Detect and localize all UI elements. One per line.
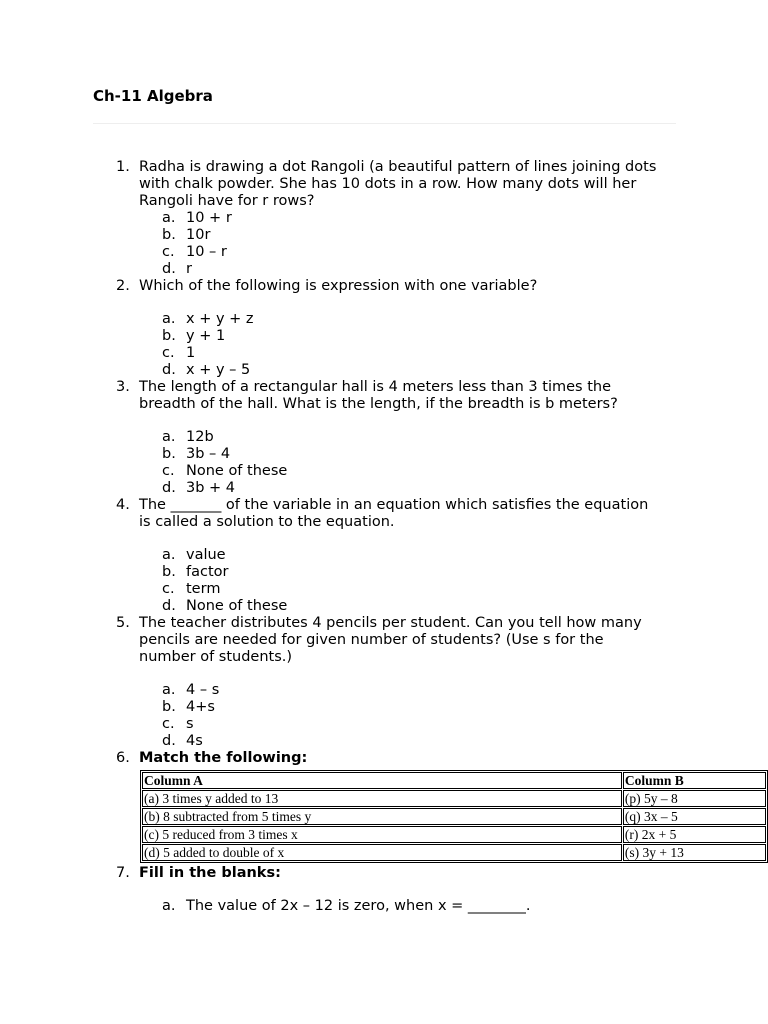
option-text: 10r xyxy=(186,227,211,243)
option-list xyxy=(139,429,768,497)
option-letter: b. xyxy=(162,564,176,580)
option-letter: a. xyxy=(162,311,176,327)
match-table xyxy=(140,770,768,863)
column-a-cell: (d) 5 added to double of x xyxy=(142,844,622,861)
option-list xyxy=(139,210,768,278)
question-text: Match the following: xyxy=(139,750,308,766)
question-6 xyxy=(0,750,768,863)
option-item xyxy=(139,429,768,446)
option-item xyxy=(139,446,768,463)
option-text: x + y – 5 xyxy=(186,362,251,378)
option-letter: b. xyxy=(162,227,176,243)
column-b-cell: (s) 3y + 13 xyxy=(623,844,766,861)
option-item xyxy=(139,210,768,227)
question-2 xyxy=(0,278,768,379)
option-letter: c. xyxy=(162,581,175,597)
question-3 xyxy=(0,379,768,497)
question-text: Which of the following is expression with one variable? xyxy=(139,278,538,294)
spacer xyxy=(139,413,768,429)
question-list xyxy=(0,159,768,915)
question-4 xyxy=(0,497,768,615)
option-item xyxy=(139,598,768,615)
option-item xyxy=(139,244,768,261)
option-letter: b. xyxy=(162,328,176,344)
option-item xyxy=(139,362,768,379)
option-text: 12b xyxy=(186,429,214,445)
option-item xyxy=(139,581,768,598)
option-text: y + 1 xyxy=(186,328,226,344)
option-letter: b. xyxy=(162,699,176,715)
column-a-header: Column A xyxy=(142,772,622,789)
option-text: None of these xyxy=(186,463,288,479)
option-letter: c. xyxy=(162,716,175,732)
column-a-cell: (b) 8 subtracted from 5 times y xyxy=(142,808,622,825)
column-a-cell: (c) 5 reduced from 3 times x xyxy=(142,826,622,843)
question-1 xyxy=(0,159,768,278)
option-text: s xyxy=(186,716,194,732)
question-number: 3. xyxy=(116,379,130,395)
option-letter: c. xyxy=(162,345,175,361)
option-item xyxy=(139,311,768,328)
option-item xyxy=(139,261,768,278)
option-text: The value of 2x – 12 is zero, when x = ________. xyxy=(186,898,531,914)
option-item xyxy=(139,699,768,716)
option-item xyxy=(139,345,768,362)
option-list xyxy=(139,547,768,615)
table-row xyxy=(142,808,766,825)
option-text: 10 – r xyxy=(186,244,227,260)
table-header-row xyxy=(142,772,766,789)
option-text: None of these xyxy=(186,598,288,614)
option-list xyxy=(139,898,768,915)
option-item xyxy=(139,480,768,497)
option-text: value xyxy=(186,547,226,563)
option-letter: d. xyxy=(162,362,176,378)
question-number: 6. xyxy=(116,750,130,766)
option-letter: c. xyxy=(162,244,175,260)
question-text: The length of a rectangular hall is 4 meters less than 3 times the breadth of the hall. What is the length, if the breadth is b meters? xyxy=(139,379,618,412)
question-number: 2. xyxy=(116,278,130,294)
option-item xyxy=(139,733,768,750)
option-item xyxy=(139,328,768,345)
option-letter: b. xyxy=(162,446,176,462)
option-item xyxy=(139,564,768,581)
option-text: x + y + z xyxy=(186,311,254,327)
question-number: 1. xyxy=(116,159,130,175)
option-letter: a. xyxy=(162,898,176,914)
question-number: 5. xyxy=(116,615,130,631)
option-text: 1 xyxy=(186,345,196,361)
question-number: 4. xyxy=(116,497,130,513)
question-text: Fill in the blanks: xyxy=(139,865,281,881)
option-item xyxy=(139,227,768,244)
option-text: factor xyxy=(186,564,229,580)
option-letter: c. xyxy=(162,463,175,479)
option-text: 4s xyxy=(186,733,203,749)
table-row xyxy=(142,790,766,807)
column-b-cell: (q) 3x – 5 xyxy=(623,808,766,825)
option-letter: d. xyxy=(162,480,176,496)
option-letter: d. xyxy=(162,261,176,277)
column-b-cell: (r) 2x + 5 xyxy=(623,826,766,843)
option-text: 3b – 4 xyxy=(186,446,231,462)
title-divider xyxy=(93,123,676,124)
option-text: 4 – s xyxy=(186,682,220,698)
option-letter: a. xyxy=(162,210,176,226)
question-7 xyxy=(0,865,768,915)
question-text: The _______ of the variable in an equation which satisfies the equation is called a solution to the equation. xyxy=(139,497,649,530)
page-title: Ch-11 Algebra xyxy=(93,87,213,105)
question-text: The teacher distributes 4 pencils per student. Can you tell how many pencils are needed for given number of students? (Use s for the number of students.) xyxy=(139,615,642,665)
option-text: 10 + r xyxy=(186,210,232,226)
option-item xyxy=(139,547,768,564)
option-letter: a. xyxy=(162,547,176,563)
column-b-header: Column B xyxy=(623,772,766,789)
question-text: Radha is drawing a dot Rangoli (a beautiful pattern of lines joining dots with chalk powder. She has 10 dots in a row. How many dots will her Rangoli have for r rows? xyxy=(139,159,657,209)
column-a-cell: (a) 3 times y added to 13 xyxy=(142,790,622,807)
option-letter: d. xyxy=(162,733,176,749)
question-5 xyxy=(0,615,768,750)
spacer xyxy=(139,531,768,547)
spacer xyxy=(139,295,768,311)
table-row xyxy=(142,844,766,861)
column-b-cell: (p) 5y – 8 xyxy=(623,790,766,807)
option-text: r xyxy=(186,261,192,277)
option-letter: d. xyxy=(162,598,176,614)
option-letter: a. xyxy=(162,682,176,698)
option-item xyxy=(139,682,768,699)
option-item xyxy=(139,716,768,733)
question-number: 7. xyxy=(116,865,130,881)
option-item xyxy=(139,463,768,480)
option-list xyxy=(139,682,768,750)
spacer xyxy=(139,882,768,898)
table-row xyxy=(142,826,766,843)
option-text: 4+s xyxy=(186,699,215,715)
option-text: term xyxy=(186,581,221,597)
spacer xyxy=(139,666,768,682)
option-item xyxy=(139,898,768,915)
option-list xyxy=(139,311,768,379)
option-text: 3b + 4 xyxy=(186,480,236,496)
option-letter: a. xyxy=(162,429,176,445)
